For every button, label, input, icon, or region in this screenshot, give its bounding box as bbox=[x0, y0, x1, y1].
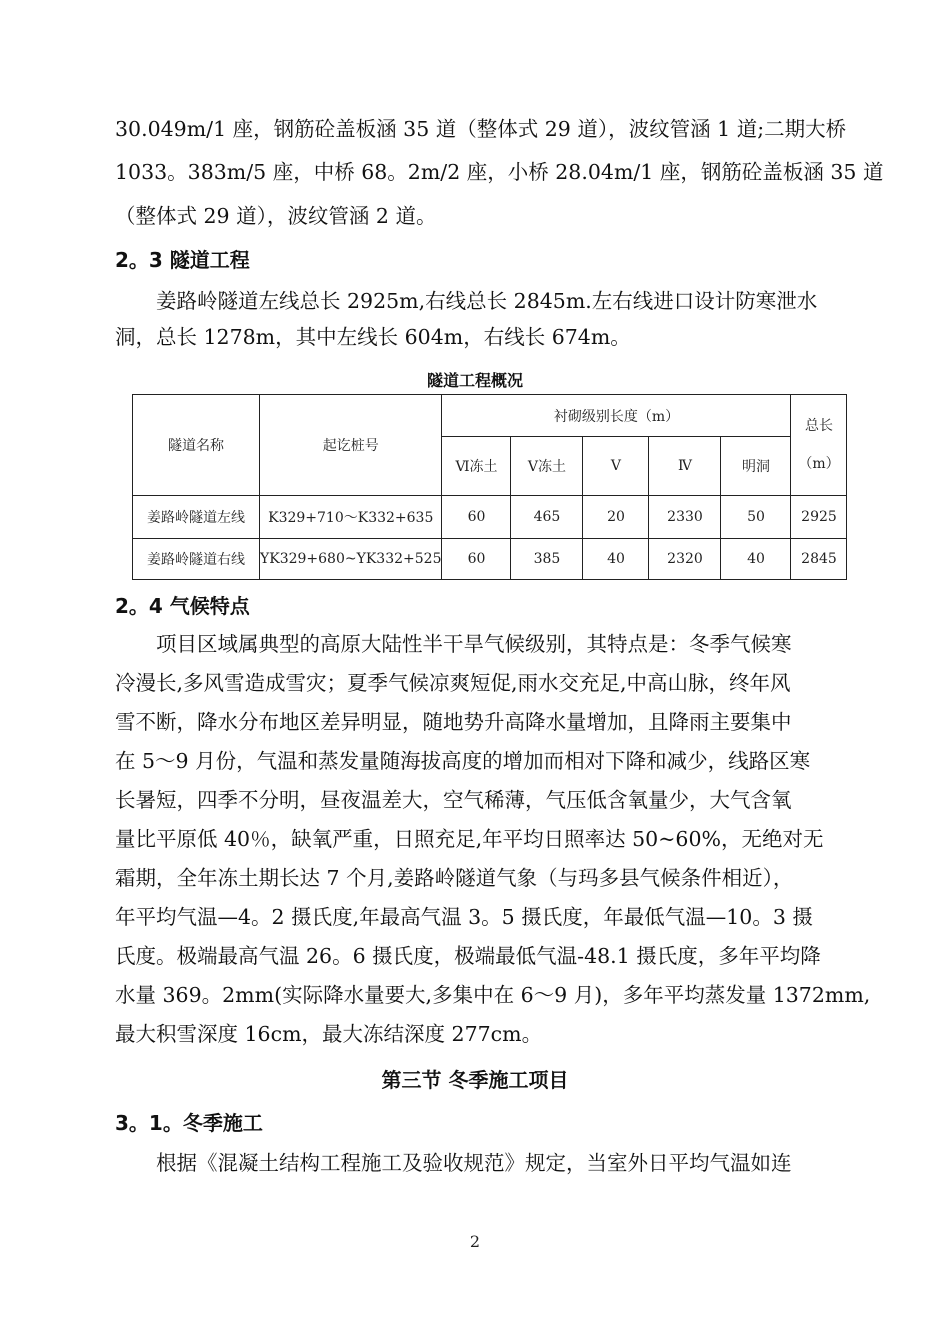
paragraph-line: 30.049m/1 座，钢筋砼盖板涵 35 道（整体式 29 道），波纹管涵 1 道;二期大桥 bbox=[115, 117, 847, 141]
cell-value: 40 bbox=[583, 539, 649, 580]
section-heading: 3。1。冬季施工 bbox=[115, 1111, 263, 1135]
cell-value: 2330 bbox=[649, 496, 721, 539]
subheader-grade: Ⅳ bbox=[649, 437, 721, 496]
cell-value: 60 bbox=[442, 539, 511, 580]
table-caption: 隧道工程概况 bbox=[426, 371, 523, 390]
paragraph-line: 根据《混凝土结构工程施工及验收规范》规定，当室外日平均气温如连 bbox=[115, 1151, 792, 1175]
table-row bbox=[133, 539, 847, 580]
table-row bbox=[133, 496, 847, 539]
paragraph-line: 年平均气温—4。2 摄氏度,年最高气温 3。5 摄氏度，年最低气温—10。3 摄 bbox=[115, 905, 813, 929]
cell-value: 465 bbox=[511, 496, 583, 539]
page-number: 2 bbox=[469, 1232, 481, 1251]
paragraph-line: （整体式 29 道），波纹管涵 2 道。 bbox=[115, 204, 437, 228]
subheader-grade: Ⅴ冻土 bbox=[511, 437, 583, 496]
section-heading: 2。3 隧道工程 bbox=[115, 248, 250, 272]
cell-value: 40 bbox=[721, 539, 791, 580]
cell-name: 姜路岭隧道右线 bbox=[133, 539, 260, 580]
paragraph-line: 最大积雪深度 16cm，最大冻结深度 277cm。 bbox=[115, 1022, 543, 1046]
paragraph-line: 1033。383m/5 座，中桥 68。2m/2 座，小桥 28.04m/1 座，钢筋砼盖板涵 35 道 bbox=[115, 160, 884, 184]
tunnel-table bbox=[132, 394, 847, 580]
cell-value: 20 bbox=[583, 496, 649, 539]
chapter-title: 第三节 冬季施工项目 bbox=[381, 1068, 569, 1092]
paragraph-line: 冷漫长,多风雪造成雪灾；夏季气候凉爽短促,雨水交充足,中高山脉，终年风 bbox=[115, 671, 791, 695]
paragraph-line: 洞，总长 1278m，其中左线长 604m，右线长 674m。 bbox=[115, 325, 631, 349]
paragraph-line: 项目区域属典型的高原大陆性半干旱气候级别，其特点是：冬季气候寒 bbox=[115, 632, 792, 656]
cell-chainage: YK329+680~YK332+525 bbox=[260, 539, 442, 580]
cell-value: 60 bbox=[442, 496, 511, 539]
paragraph-line: 氏度。极端最高气温 26。6 摄氏度，极端最低气温-48.1 摄氏度，多年平均降 bbox=[115, 944, 821, 968]
paragraph-line: 姜路岭隧道左线总长 2925m,右线总长 2845m.左右线进口设计防寒泄水 bbox=[115, 289, 818, 313]
header-tunnel-name: 隧道名称 bbox=[133, 395, 260, 496]
header-lining-length: 衬砌级别长度（m） bbox=[442, 395, 791, 437]
paragraph-line: 水量 369。2mm(实际降水量要大,多集中在 6～9 月)，多年平均蒸发量 1372mm, bbox=[115, 983, 871, 1007]
paragraph-line: 霜期，全年冻土期长达 7 个月,姜路岭隧道气象（与玛多县气候条件相近）， bbox=[115, 866, 794, 890]
section-heading: 2。4 气候特点 bbox=[115, 594, 250, 618]
cell-total: 2925 bbox=[791, 496, 847, 539]
header-chainage: 起讫桩号 bbox=[260, 395, 442, 496]
subheader-grade: 明洞 bbox=[721, 437, 791, 496]
paragraph-line: 在 5～9 月份，气温和蒸发量随海拔高度的增加而相对下降和减少，线路区寒 bbox=[115, 749, 811, 773]
cell-value: 385 bbox=[511, 539, 583, 580]
paragraph-line: 雪不断，降水分布地区差异明显，随地势升高降水量增加，且降雨主要集中 bbox=[115, 710, 792, 734]
cell-chainage: K329+710～K332+635 bbox=[260, 496, 442, 539]
cell-total: 2845 bbox=[791, 539, 847, 580]
header-total-unit: （m） bbox=[798, 456, 840, 472]
paragraph-line: 量比平原低 40％，缺氧严重，日照充足,年平均日照率达 50~60%，无绝对无 bbox=[115, 827, 824, 851]
paragraph-line: 长暑短，四季不分明，昼夜温差大，空气稀薄，气压低含氧量少，大气含氧 bbox=[115, 788, 792, 812]
header-total bbox=[791, 395, 847, 496]
header-total-label: 总长 bbox=[804, 418, 833, 434]
subheader-grade: Ⅴ bbox=[583, 437, 649, 496]
cell-value: 2320 bbox=[649, 539, 721, 580]
cell-value: 50 bbox=[721, 496, 791, 539]
cell-name: 姜路岭隧道左线 bbox=[133, 496, 260, 539]
subheader-grade: Ⅵ冻土 bbox=[442, 437, 511, 496]
